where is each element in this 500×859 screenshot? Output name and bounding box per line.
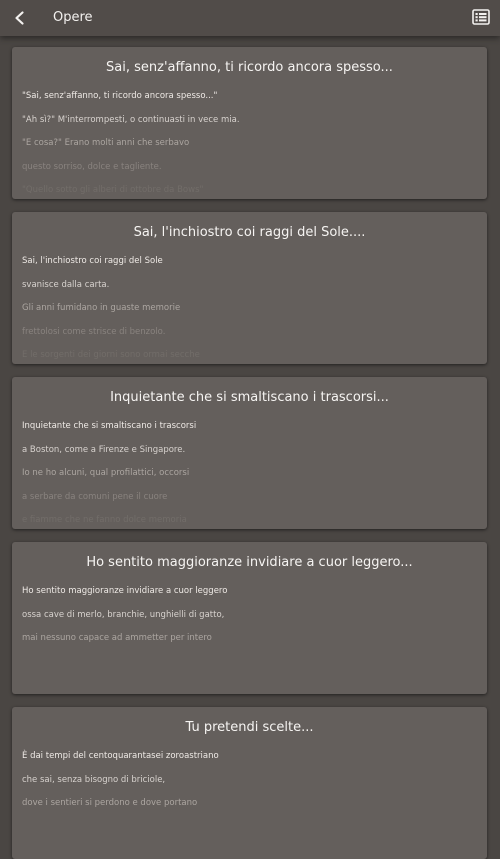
excerpt-line: "Quello sotto gli alberi di ottobre da Bows" xyxy=(22,185,204,196)
list-view-button[interactable] xyxy=(472,8,490,26)
excerpt-line: che sai, senza bisogno di briciole, xyxy=(22,774,166,785)
work-card-title: Tu pretendi scelte... xyxy=(185,720,314,735)
work-card[interactable] xyxy=(12,707,487,859)
work-card-excerpt xyxy=(22,255,477,373)
excerpt-line: "E cosa?" Erano molti anni che serbavo xyxy=(22,138,190,149)
works-list[interactable] xyxy=(0,36,500,809)
excerpt-line: a serbare da comuni pene il cuore xyxy=(22,491,168,502)
app-bar xyxy=(0,0,500,36)
excerpt-line: frettolosi come strisce di benzolo. xyxy=(22,326,166,337)
excerpt-line: Io ne ho alcuni, qual profilattici, occorsi xyxy=(22,468,190,479)
work-card-excerpt xyxy=(22,585,477,656)
work-card-excerpt xyxy=(22,750,477,821)
excerpt-line: E le sorgenti dei giorni sono ormai secche xyxy=(22,350,200,361)
work-card-title: Ho sentito maggioranze invidiare a cuor leggero... xyxy=(86,555,413,570)
arrow-back-icon xyxy=(13,11,27,25)
excerpt-line: questo sorriso, dolce e tagliente. xyxy=(22,161,162,172)
excerpt-line: ossa cave di merlo, branchie, unghielli di gatto, xyxy=(22,609,225,620)
page-title: Opere xyxy=(53,10,93,25)
excerpt-line: mai nessuno capace ad ammetter per intero xyxy=(22,633,212,644)
excerpt-line: Inquietante che si smaltiscano i trascorsi xyxy=(22,421,197,431)
excerpt-line: a Boston, come a Firenze e Singapore. xyxy=(22,444,186,455)
excerpt-line: svanisce dalla carta. xyxy=(22,279,110,290)
excerpt-line: Sai, l'inchiostro coi raggi del Sole xyxy=(22,256,163,266)
work-card[interactable] xyxy=(12,542,487,694)
work-card-excerpt xyxy=(22,90,477,208)
excerpt-line: Ho sentito maggioranze invidiare a cuor leggero xyxy=(22,586,228,596)
back-button[interactable] xyxy=(8,6,32,30)
excerpt-line: È dai tempi del centoquarantasei zoroastriano xyxy=(22,751,219,761)
work-card-title: Sai, l'inchiostro coi raggi del Sole.... xyxy=(133,225,366,240)
work-card[interactable] xyxy=(12,377,487,529)
excerpt-line: "Ah sì?" M'interrompesti, o continuasti in vece mia. xyxy=(22,114,240,125)
work-card-title: Sai, senz'affanno, ti ricordo ancora spesso... xyxy=(106,60,393,75)
excerpt-line: e fiamme che ne fanno dolce memoria xyxy=(22,515,187,526)
excerpt-line: dove i sentieri si perdono e dove portano xyxy=(22,798,198,809)
work-card[interactable] xyxy=(12,212,487,364)
work-card-title: Inquietante che si smaltiscano i trascorsi... xyxy=(110,390,389,405)
work-card-excerpt xyxy=(22,420,477,538)
excerpt-line: Gli anni fumidano in guaste memorie xyxy=(22,303,181,314)
work-card[interactable] xyxy=(12,47,487,199)
excerpt-line: "Sai, senz'affanno, ti ricordo ancora spesso..." xyxy=(22,91,218,101)
list-view-icon xyxy=(472,8,490,26)
